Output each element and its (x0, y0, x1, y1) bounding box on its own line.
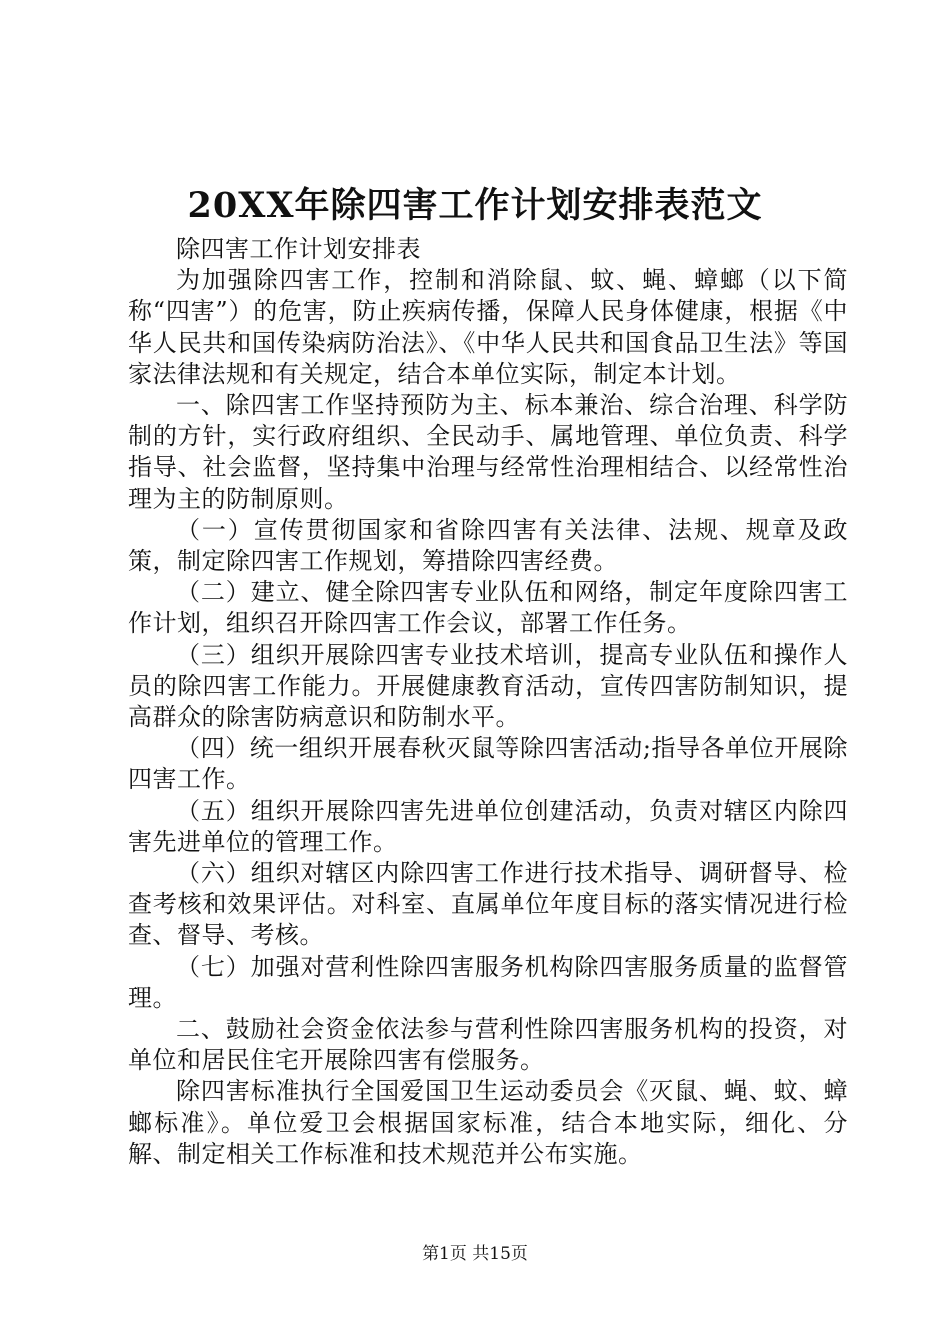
document-title: 20XX年除四害工作计划安排表范文 (187, 185, 763, 226)
paragraph-item-4: （四）统一组织开展春秋灭鼠等除四害活动;指导各单位开展除四害工作。 (128, 734, 848, 794)
paragraph-standards: 除四害标准执行全国爱国卫生运动委员会《灭鼠、蝇、蚊、蟑螂标准》。单位爱卫会根据国家标准，结合本地实际，细化、分解、制定相关工作标准和技术规范并公布实施。 (128, 1077, 848, 1168)
paragraph-item-6: （六）组织对辖区内除四害工作进行技术指导、调研督导、检查考核和效果评估。对科室、直属单位年度目标的落实情况进行检查、督导、考核。 (128, 859, 848, 950)
paragraph-item-7: （七）加强对营利性除四害服务机构除四害服务质量的监督管理。 (128, 952, 848, 1012)
paragraph-section-1: 一、除四害工作坚持预防为主、标本兼治、综合治理、科学防制的方针，实行政府组织、全民动手、属地管理、单位负责、科学指导、社会监督，坚持集中治理与经常性治理相结合、以经常性治理为主的防制原则。 (128, 391, 848, 513)
document-body (128, 234, 848, 1170)
page-footer: 第1页 共15页 (422, 1244, 528, 1264)
subheading: 除四害工作计划安排表 (176, 235, 421, 263)
paragraph-item-5: （五）组织开展除四害先进单位创建活动，负责对辖区内除四害先进单位的管理工作。 (128, 796, 848, 856)
paragraph-section-2: 二、鼓励社会资金依法参与营利性除四害服务机构的投资，对单位和居民住宅开展除四害有偿服务。 (128, 1015, 848, 1075)
paragraph-item-1: （一）宣传贯彻国家和省除四害有关法律、法规、规章及政策，制定除四害工作规划，筹措除四害经费。 (128, 515, 848, 576)
paragraph-item-3: （三）组织开展除四害专业技术培训，提高专业队伍和操作人员的除四害工作能力。开展健康教育活动，宣传四害防制知识，提高群众的除害防病意识和防制水平。 (128, 640, 848, 732)
paragraph-item-2: （二）建立、健全除四害专业队伍和网络，制定年度除四害工作计划，组织召开除四害工作会议，部署工作任务。 (128, 578, 848, 638)
paragraph-intro: 为加强除四害工作，控制和消除鼠、蚊、蝇、蟑螂（以下简称“四害”）的危害，防止疾病传播，保障人民身体健康，根据《中华人民共和国传染病防治法》、《中华人民共和国食品卫生法》等国家法律法规和有关规定，结合本单位实际，制定本计划。 (128, 266, 848, 388)
